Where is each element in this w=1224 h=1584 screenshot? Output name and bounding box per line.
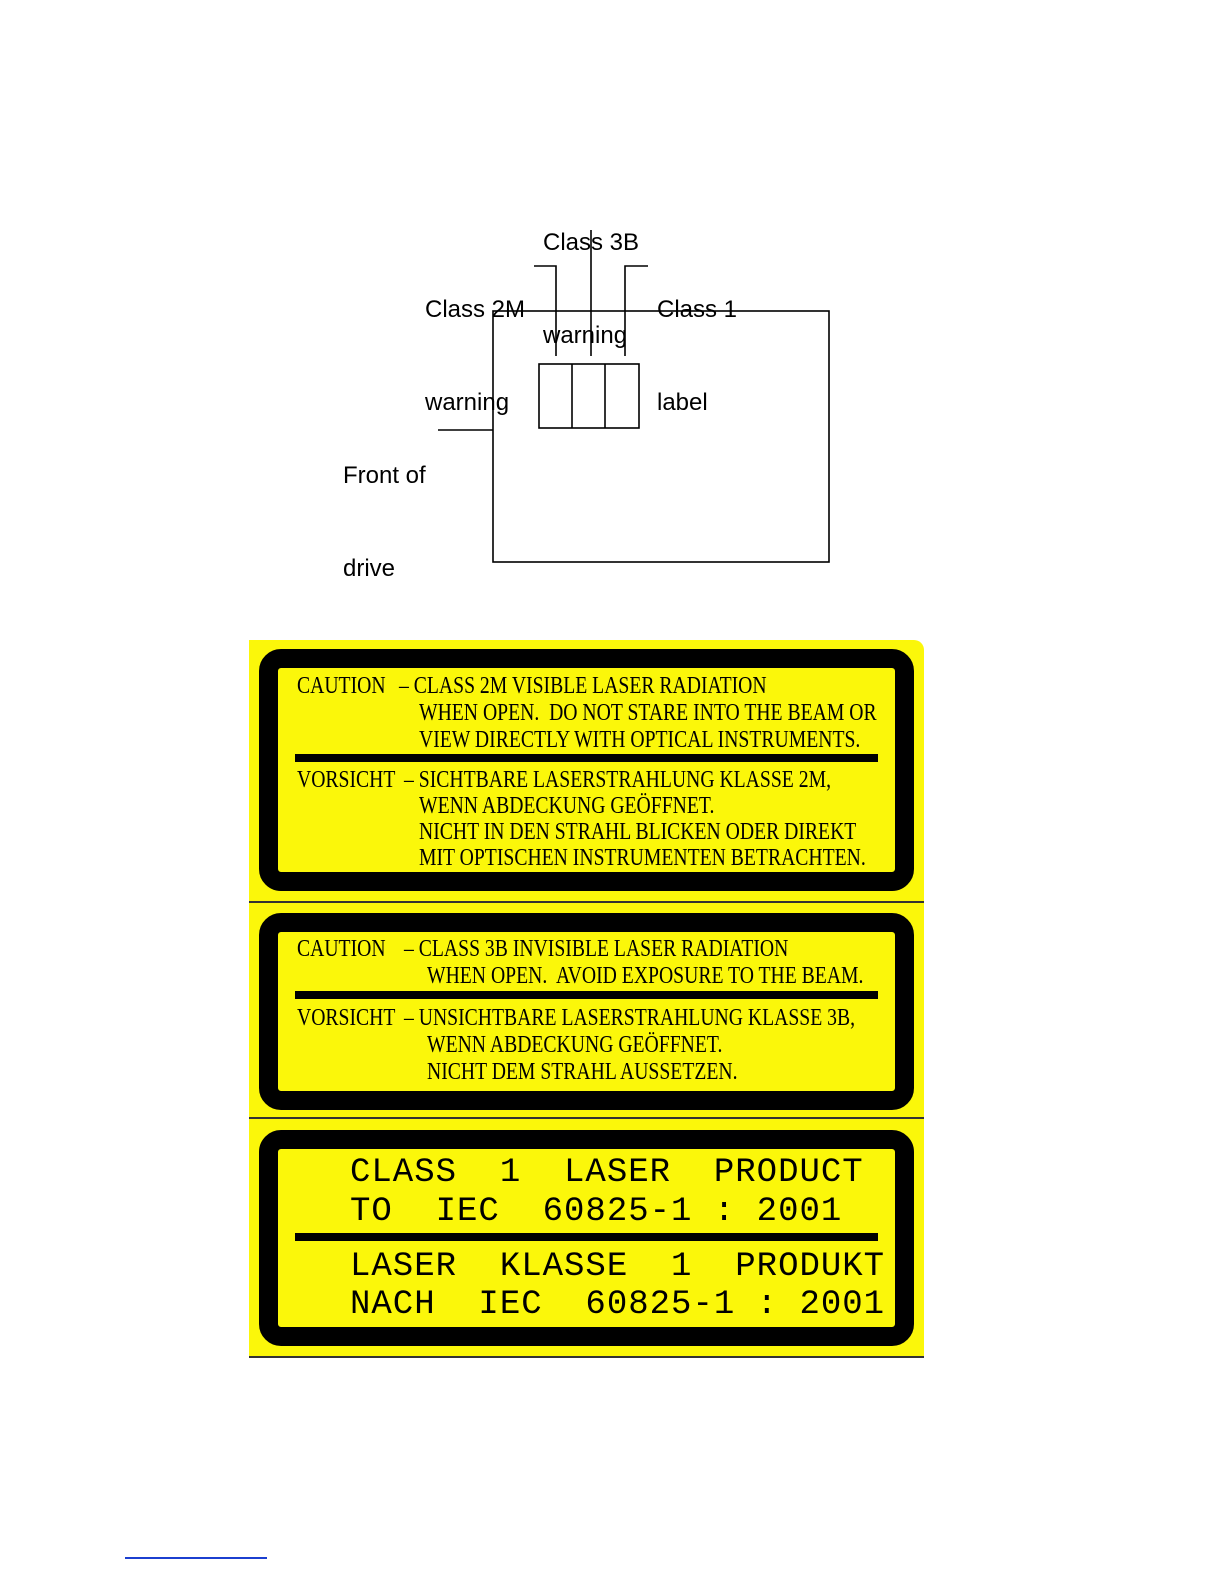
class-1-line: TO IEC 60825-1 : 2001 bbox=[350, 1193, 843, 1231]
vorsicht-line: – UNSICHTBARE LASERSTRAHLUNG KLASSE 3B, bbox=[404, 1005, 856, 1031]
caution-title: CAUTION bbox=[297, 936, 386, 962]
front-of-drive-callout bbox=[343, 398, 426, 615]
caution-line: WHEN OPEN. AVOID EXPOSURE TO THE BEAM. bbox=[427, 963, 864, 989]
language-divider bbox=[295, 754, 878, 762]
caution-line: WHEN OPEN. DO NOT STARE INTO THE BEAM OR bbox=[419, 700, 877, 726]
class-2m-warning-label bbox=[249, 640, 924, 903]
callout-line: Class 3B bbox=[543, 229, 640, 256]
vorsicht-title: VORSICHT bbox=[297, 767, 396, 793]
class-1-line: NACH IEC 60825-1 : 2001 bbox=[350, 1286, 886, 1324]
callout-line: Front of bbox=[343, 462, 426, 489]
class-2m-callout bbox=[425, 232, 525, 449]
vorsicht-line: WENN ABDECKUNG GEÖFFNET. bbox=[427, 1032, 723, 1058]
class-1-line: CLASS 1 LASER PRODUCT bbox=[350, 1154, 864, 1192]
vorsicht-line: NICHT IN DEN STRAHL BLICKEN ODER DIREKT bbox=[419, 819, 857, 845]
vorsicht-line: MIT OPTISCHEN INSTRUMENTEN BETRACHTEN. bbox=[419, 845, 866, 871]
class-3b-warning-label bbox=[249, 903, 924, 1119]
callout-line: Class 2M bbox=[425, 296, 526, 323]
class-1-line: LASER KLASSE 1 PRODUKT bbox=[350, 1248, 886, 1286]
caution-line: – CLASS 3B INVISIBLE LASER RADIATION bbox=[404, 936, 789, 962]
callout-line: drive bbox=[343, 555, 396, 582]
vorsicht-title: VORSICHT bbox=[297, 1005, 396, 1031]
vorsicht-line: – SICHTBARE LASERSTRAHLUNG KLASSE 2M, bbox=[404, 767, 831, 793]
class-1-callout bbox=[657, 232, 737, 449]
class-3b-callout bbox=[543, 165, 639, 382]
vorsicht-line: NICHT DEM STRAHL AUSSETZEN. bbox=[427, 1059, 738, 1085]
callout-line: label bbox=[657, 389, 708, 416]
language-divider bbox=[295, 991, 878, 999]
language-divider bbox=[295, 1233, 878, 1241]
vorsicht-line: WENN ABDECKUNG GEÖFFNET. bbox=[419, 793, 715, 819]
caution-line: – CLASS 2M VISIBLE LASER RADIATION bbox=[399, 673, 767, 699]
footnote-separator bbox=[125, 1557, 267, 1559]
callout-line: warning bbox=[543, 322, 628, 349]
caution-title: CAUTION bbox=[297, 673, 386, 699]
class-1-product-label bbox=[249, 1119, 924, 1358]
caution-line: VIEW DIRECTLY WITH OPTICAL INSTRUMENTS. bbox=[419, 727, 861, 753]
callout-line: Class 1 bbox=[657, 296, 738, 323]
callout-line: warning bbox=[425, 389, 510, 416]
